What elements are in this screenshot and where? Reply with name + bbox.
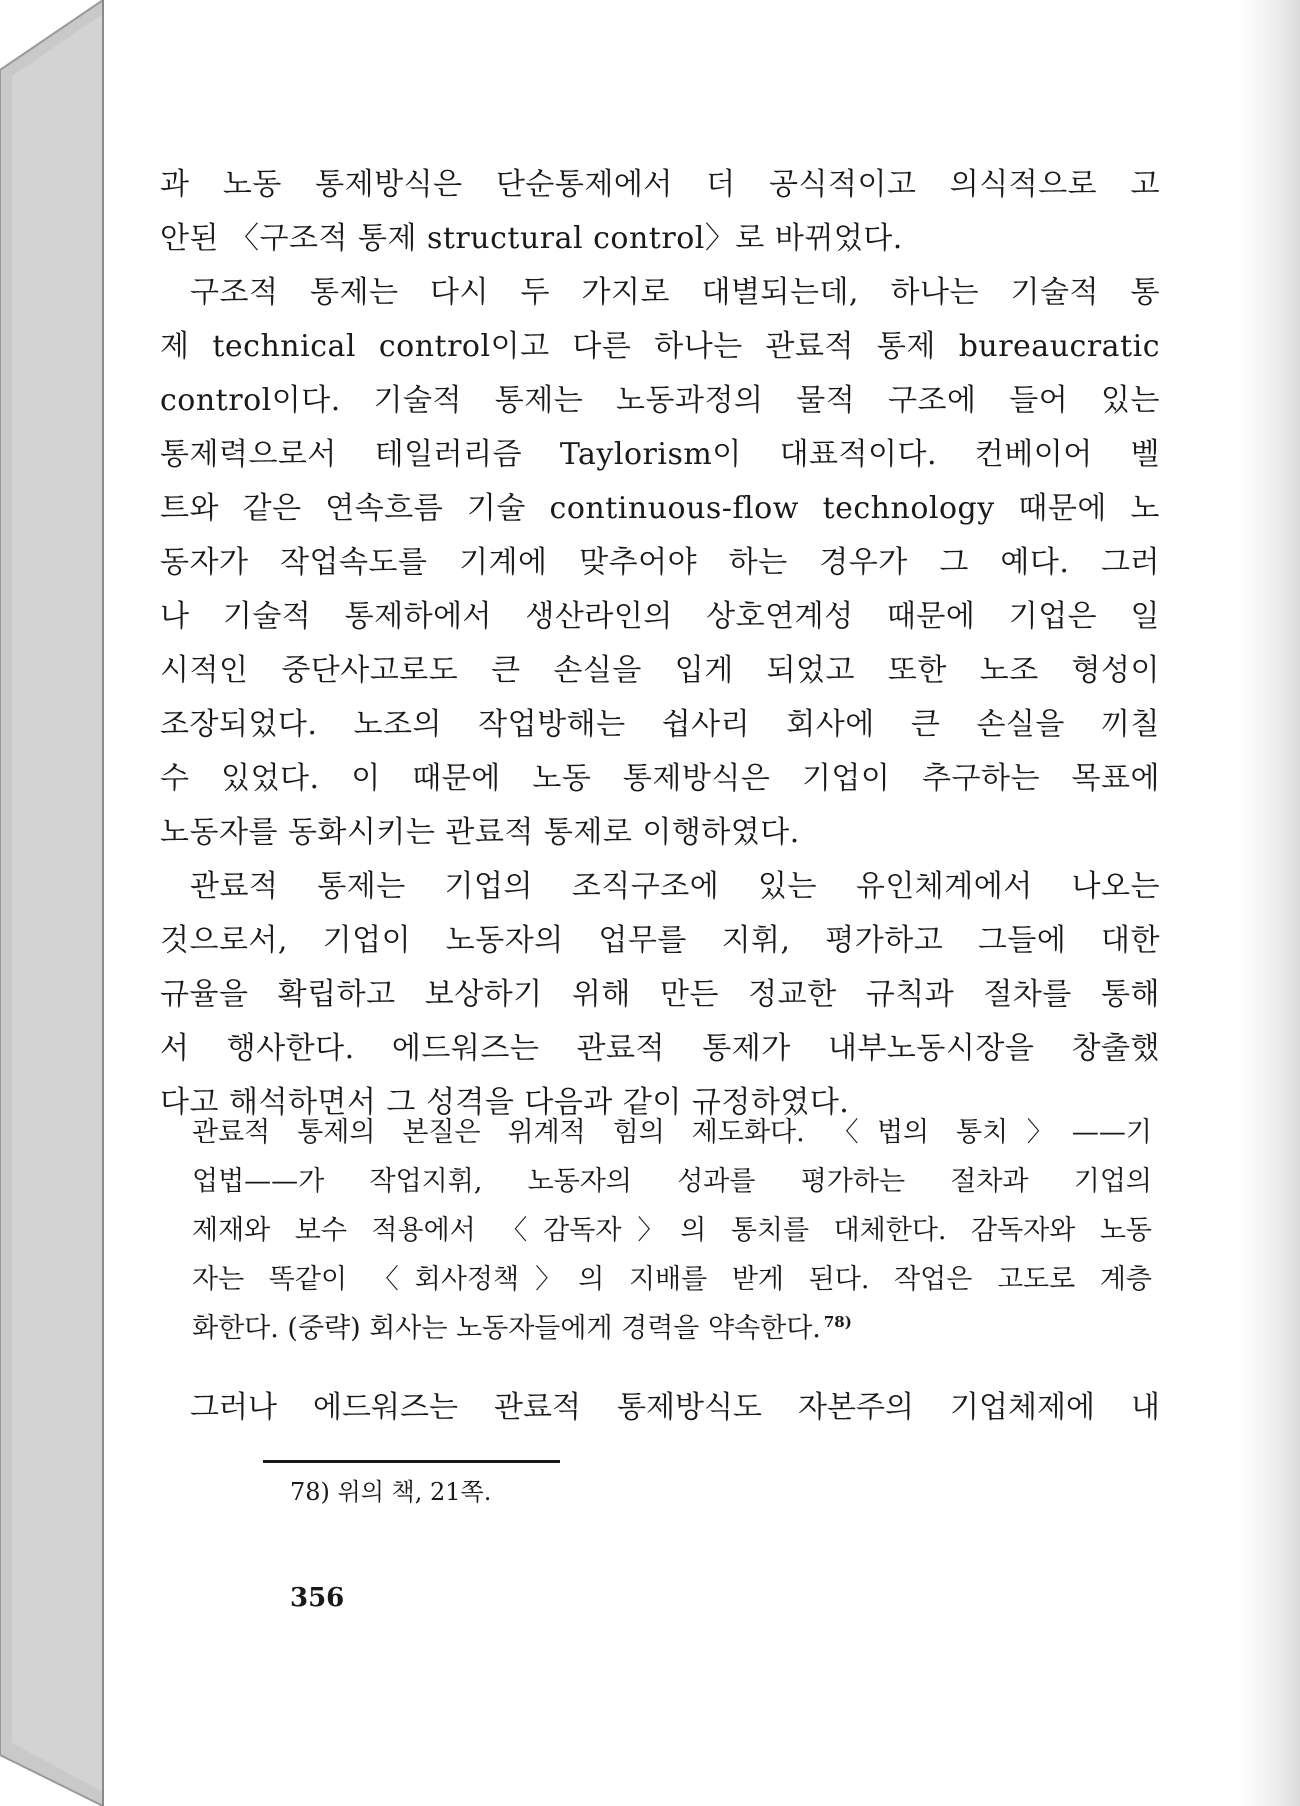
footnote-reference: 78): [823, 1313, 852, 1331]
quote-line: 관료적 통제의 본질은 위계적 힘의 제도화다. 〈법의 통치〉——기: [192, 1117, 1152, 1148]
text-line: 다고 해석하면서 그 성격을 다음과 같이 규정하였다.: [160, 1085, 850, 1120]
quote-line: 자는 똑같이 〈회사정책〉의 지배를 받게 된다. 작업은 고도로 계층: [192, 1264, 1152, 1295]
text-line: 조장되었다. 노조의 작업방해는 쉽사리 회사에 큰 손실을 끼칠: [160, 707, 1160, 742]
text-line: 구조적 통제는 다시 두 가지로 대별되는데, 하나는 기술적 통: [190, 275, 1160, 310]
footnote-divider: [263, 1460, 560, 1463]
main-text: [160, 158, 1160, 1130]
paragraph-3: [160, 860, 1160, 1130]
text-line: 트와 같은 연속흐름 기술 continuous-flow technology 때문에 노: [160, 491, 1160, 526]
text-line: 안된 〈구조적 통제 structural control〉로 바뀌었다.: [160, 221, 903, 256]
text-line: 나 기술적 통제하에서 생산라인의 상호연계성 때문에 기업은 일: [160, 599, 1160, 634]
text-line: 관료적 통제는 기업의 조직구조에 있는 유인체계에서 나오는: [190, 869, 1160, 904]
quote-line-text: 화한다. (중략) 회사는 노동자들에게 경력을 약속한다.: [192, 1313, 821, 1344]
paragraph-1: [160, 158, 1160, 266]
book-edge: [0, 0, 110, 1806]
text-line: 규율을 확립하고 보상하기 위해 만든 정교한 규칙과 절차를 통해: [160, 977, 1160, 1012]
page-number: 356: [290, 1583, 345, 1613]
block-quote: [192, 1108, 1152, 1353]
text-line: 제 technical control이고 다른 하나는 관료적 통제 bureaucratic: [160, 329, 1160, 364]
text-line: 것으로서, 기업이 노동자의 업무를 지휘, 평가하고 그들에 대한: [160, 923, 1160, 958]
text-line: 서 행사한다. 에드워즈는 관료적 통제가 내부노동시장을 창출했: [160, 1031, 1160, 1066]
text-line: 동자가 작업속도를 기계에 맞추어야 하는 경우가 그 예다. 그러: [160, 545, 1160, 580]
continuation-paragraph: [160, 1381, 1160, 1435]
text-line: 수 있었다. 이 때문에 노동 통제방식은 기업이 추구하는 목표에: [160, 761, 1160, 796]
page-right-shadow: [1240, 0, 1300, 1806]
quote-line-last: [192, 1304, 1152, 1353]
text-line: 노동자를 동화시키는 관료적 통제로 이행하였다.: [160, 815, 800, 850]
paragraph-2: [160, 266, 1160, 860]
quote-line: 업법——가 작업지휘, 노동자의 성과를 평가하는 절차과 기업의: [192, 1166, 1152, 1197]
text-line: 통제력으로서 테일러리즘 Taylorism이 대표적이다. 컨베이어 벨: [160, 437, 1160, 472]
text-line: control이다. 기술적 통제는 노동과정의 물적 구조에 들어 있는: [160, 383, 1160, 418]
quote-line: 제재와 보수 적용에서 〈감독자〉의 통치를 대체한다. 감독자와 노동: [192, 1215, 1152, 1246]
footnote: 78) 위의 책, 21쪽.: [290, 1478, 492, 1506]
text-line: 그러나 에드워즈는 관료적 통제방식도 자본주의 기업체제에 내: [190, 1390, 1160, 1425]
text-line: 과 노동 통제방식은 단순통제에서 더 공식적이고 의식적으로 고: [160, 167, 1160, 202]
text-line: 시적인 중단사고로도 큰 손실을 입게 되었고 또한 노조 형성이: [160, 653, 1160, 688]
